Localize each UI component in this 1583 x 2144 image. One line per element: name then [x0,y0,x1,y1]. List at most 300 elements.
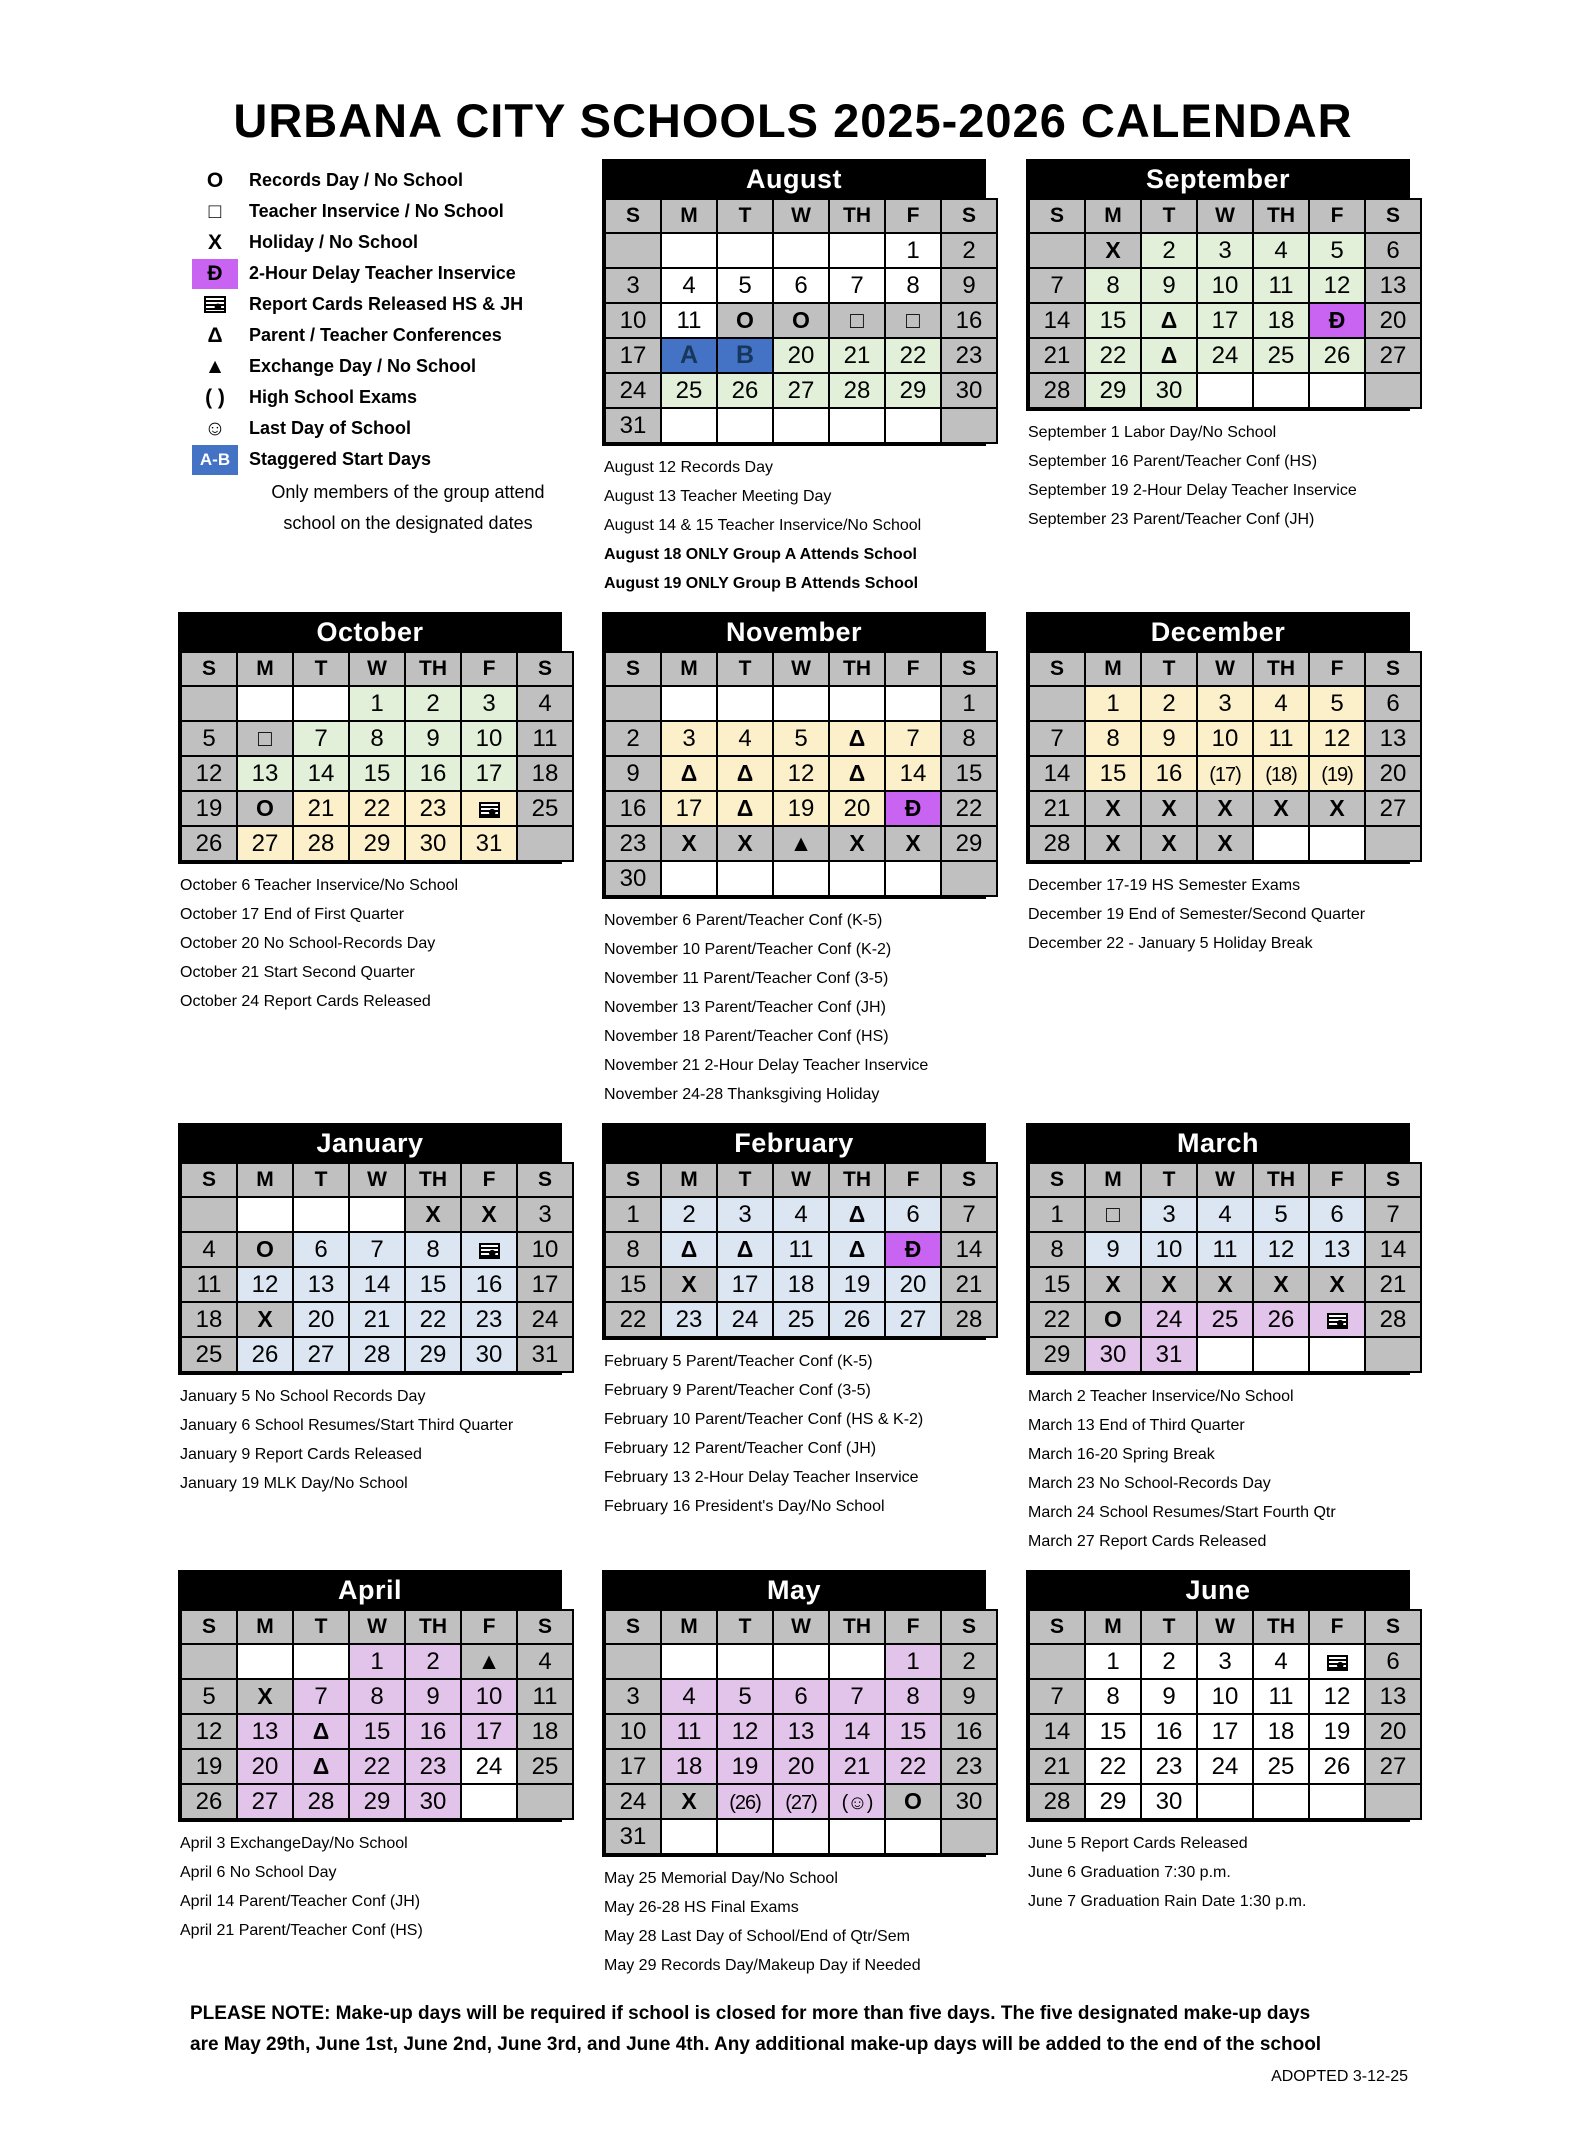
day-cell [349,1232,405,1267]
day-cell [605,1714,661,1749]
day-cell-text: 17 [731,1270,759,1298]
day-cell [517,1784,573,1819]
day-cell [941,861,997,896]
day-cell-text: 10 [619,306,647,334]
day-cell [717,1302,773,1337]
day-cell-text: Đ [904,794,922,821]
day-cell [349,686,405,721]
day-cell [349,1714,405,1749]
day-cell [661,756,717,791]
day-cell-text: (19) [1321,763,1353,786]
week-row [1029,1644,1421,1679]
day-cell-text: 14 [1379,1235,1407,1263]
month-note: December 17-19 HS Semester Exams [1028,877,1301,895]
day-cell [405,721,461,756]
day-cell-text: 20 [787,341,815,369]
month-note: April 21 Parent/Teacher Conf (HS) [180,1922,423,1940]
day-header: F [461,652,517,686]
day-cell [661,1714,717,1749]
day-cell [461,791,517,826]
day-cell [661,1267,717,1302]
day-cell-text: 9 [1162,271,1176,299]
report-card-icon [1327,1313,1348,1329]
day-cell-text: 22 [899,341,927,369]
day-cell [885,268,941,303]
day-cell-text: 3 [626,1682,640,1710]
day-cell-text: 13 [1379,271,1407,299]
day-cell-text: 14 [363,1270,391,1298]
day-cell [885,1819,941,1854]
day-cell [605,756,661,791]
week-row [181,1232,573,1267]
month-notes [178,1829,560,1945]
legend-label: Staggered Start Days [249,449,432,470]
day-cell-text: 23 [955,1752,983,1780]
day-cell-text: 8 [426,1235,440,1263]
day-cell-text: X [737,829,753,856]
month-note: March 27 Report Cards Released [1028,1533,1267,1551]
day-cell [941,233,997,268]
day-cell-text: Δ [680,1235,698,1262]
day-cell [237,1302,293,1337]
day-cell [829,1749,885,1784]
day-cell [941,1819,997,1854]
day-cell [1365,1302,1421,1337]
day-cell [661,1232,717,1267]
day-cell-text: □ [850,306,864,333]
day-cell [1029,721,1085,756]
day-cell-text: 17 [675,794,703,822]
day-cell [1085,1714,1141,1749]
calendar-page [0,96,1583,2086]
day-cell [1197,721,1253,756]
day-cell-text: X [1217,794,1233,821]
day-cell [717,756,773,791]
day-cell [237,1267,293,1302]
day-header: T [1141,1610,1197,1644]
day-cell [885,303,941,338]
day-cell [1365,303,1421,338]
day-cell-text: 11 [532,1682,558,1710]
week-row [605,861,997,896]
day-cell [1085,721,1141,756]
day-cell [1253,1644,1309,1679]
day-cell-text: 5 [202,724,216,752]
week-row [605,1197,997,1232]
day-header: T [293,652,349,686]
day-cell-text: 6 [1386,689,1400,717]
day-cell-text: 18 [1267,1717,1295,1745]
day-cell [941,1784,997,1819]
day-cell [1309,1679,1365,1714]
day-header-row [1029,1163,1421,1197]
day-header: F [461,1163,517,1197]
day-cell [405,826,461,861]
october-table [180,651,574,862]
day-cell-text: 20 [843,794,871,822]
day-cell [349,1267,405,1302]
week-row [1029,826,1421,861]
day-cell [1085,1644,1141,1679]
day-cell-text: X [1273,1270,1289,1297]
day-cell [1197,756,1253,791]
day-cell [605,686,661,721]
day-cell-text: 12 [195,1717,223,1745]
february-table [604,1162,998,1338]
day-cell [941,686,997,721]
day-cell-text: 2 [962,1647,976,1675]
month-february [602,1123,984,1521]
day-header: T [1141,652,1197,686]
month-title: December [1028,614,1408,651]
month-january [178,1123,560,1498]
day-cell [1309,721,1365,756]
month-november [602,612,984,1109]
day-cell-text: 31 [475,829,503,857]
day-cell [605,721,661,756]
day-cell-text: 25 [1267,1752,1295,1780]
day-header: F [885,1610,941,1644]
day-cell-text: 10 [1211,271,1239,299]
day-cell-text: X [905,829,921,856]
day-cell-text: 6 [906,1200,920,1228]
week-row [1029,303,1421,338]
day-cell [1029,1337,1085,1372]
day-cell [605,1784,661,1819]
legend-note [238,477,578,539]
week-row [605,233,997,268]
day-header: S [941,1610,997,1644]
day-cell-text: 6 [794,271,808,299]
day-cell [1141,756,1197,791]
day-cell-text: 24 [1155,1305,1183,1333]
day-header-row [605,199,997,233]
week-row [181,756,573,791]
day-header: S [181,1163,237,1197]
day-cell-text: 19 [843,1270,871,1298]
day-cell [405,1714,461,1749]
day-cell [461,1267,517,1302]
day-cell [829,1784,885,1819]
day-cell-text: 26 [1267,1305,1295,1333]
day-header: F [885,199,941,233]
day-header-row [1029,652,1421,686]
month-note: April 14 Parent/Teacher Conf (JH) [180,1893,421,1911]
day-cell [1197,233,1253,268]
day-cell [461,721,517,756]
day-cell [181,1784,237,1819]
day-cell-text: O [904,1787,922,1814]
day-cell-text: 27 [899,1305,927,1333]
week-row [181,686,573,721]
day-cell-text: 3 [482,689,496,717]
day-header: T [717,652,773,686]
day-cell-text: 26 [251,1340,279,1368]
day-cell [1085,1232,1141,1267]
day-cell-text: X [257,1305,273,1332]
month-title: June [1028,1572,1408,1609]
day-cell-text: 4 [682,1682,696,1710]
day-header: M [661,1163,717,1197]
day-cell [773,1679,829,1714]
day-cell-text: 14 [1043,306,1071,334]
day-cell [941,303,997,338]
day-cell [829,791,885,826]
day-header: S [1029,1163,1085,1197]
day-cell [941,1232,997,1267]
day-cell-text: 20 [787,1752,815,1780]
day-cell-text: 18 [531,759,559,787]
day-cell [1197,686,1253,721]
month-note: October 6 Teacher Inservice/No School [180,877,459,895]
day-cell [1029,1644,1085,1679]
day-cell-text: 16 [955,1717,983,1745]
may-calendar [602,1570,986,1857]
day-cell [1085,303,1141,338]
january-table [180,1162,574,1373]
day-cell [829,861,885,896]
day-header: M [1085,1610,1141,1644]
day-cell-text: 31 [531,1340,559,1368]
day-header: TH [1253,1163,1309,1197]
day-cell [461,756,517,791]
day-cell-text: 1 [626,1200,640,1228]
day-cell-text: 14 [843,1717,871,1745]
day-cell [461,1714,517,1749]
week-row [605,373,997,408]
day-cell-text: 23 [419,1752,447,1780]
day-cell-text: 19 [195,794,223,822]
day-cell-text: 18 [787,1270,815,1298]
day-cell-text: 8 [370,724,384,752]
day-cell-text: 2 [426,1647,440,1675]
day-cell [661,1197,717,1232]
day-cell-text: X [1273,794,1289,821]
legend-symbol: ( ) [205,385,225,409]
day-cell [885,1784,941,1819]
day-cell [1309,1302,1365,1337]
day-cell [293,721,349,756]
day-cell-text: 20 [1379,1717,1407,1745]
day-cell [1197,791,1253,826]
day-cell [1085,826,1141,861]
day-cell [717,233,773,268]
day-cell [461,1749,517,1784]
day-header: S [517,1163,573,1197]
day-header-row [605,652,997,686]
day-cell-text: 16 [1155,759,1183,787]
day-cell-text: 22 [419,1305,447,1333]
day-cell-text: 29 [955,829,983,857]
day-cell-text: X [1105,236,1121,263]
day-cell-text: 6 [1330,1200,1344,1228]
day-cell-text: 16 [1155,1717,1183,1745]
day-cell [293,1784,349,1819]
day-cell-text: Δ [848,724,866,751]
day-cell-text: Δ [848,1200,866,1227]
day-cell-text: 13 [251,1717,279,1745]
legend-item [178,444,560,475]
day-cell [293,791,349,826]
day-cell [1365,1197,1421,1232]
month-note: November 10 Parent/Teacher Conf (K-2) [604,941,892,959]
day-cell-text: Δ [736,794,754,821]
day-cell-text: 21 [1043,341,1071,369]
day-cell [1029,826,1085,861]
day-cell-text: 5 [1274,1200,1288,1228]
day-cell-text: 6 [1386,1647,1400,1675]
day-cell-text: 2 [626,724,640,752]
day-cell-text: 17 [619,1752,647,1780]
day-header: M [661,1610,717,1644]
day-cell-text: 15 [1043,1270,1071,1298]
day-cell [405,1644,461,1679]
day-cell [1141,373,1197,408]
day-header: T [717,1610,773,1644]
day-cell-text: (18) [1265,763,1297,786]
day-cell [1141,1337,1197,1372]
week-row [1029,1197,1421,1232]
day-cell [405,1232,461,1267]
day-cell-text: 21 [1043,1752,1071,1780]
day-cell-text: 5 [794,724,808,752]
day-cell [181,1644,237,1679]
day-cell [461,1784,517,1819]
day-cell-text: 8 [626,1235,640,1263]
day-cell [829,338,885,373]
day-cell [517,756,573,791]
week-row [1029,233,1421,268]
week-row [605,826,997,861]
day-cell [773,1784,829,1819]
day-cell-text: 11 [1212,1235,1238,1263]
day-cell-text: 3 [1162,1200,1176,1228]
week-row [1029,791,1421,826]
day-header: TH [405,1610,461,1644]
day-cell [717,686,773,721]
day-cell-text: 13 [1323,1235,1351,1263]
day-cell [605,373,661,408]
report-card-icon [479,1243,500,1259]
day-cell [1253,233,1309,268]
day-cell [605,1819,661,1854]
day-cell [1085,338,1141,373]
day-cell [1029,1232,1085,1267]
day-header: S [517,652,573,686]
day-cell-text: 23 [475,1305,503,1333]
month-note: February 10 Parent/Teacher Conf (HS & K-2) [604,1411,924,1429]
week-row [605,303,997,338]
week-row [181,1749,573,1784]
day-cell [885,756,941,791]
month-september [1026,159,1408,534]
day-cell [1029,756,1085,791]
day-cell [181,1679,237,1714]
day-cell [181,686,237,721]
december-table [1028,651,1422,862]
day-cell [1365,338,1421,373]
day-cell-text: 22 [955,794,983,822]
month-note: August 13 Teacher Meeting Day [604,488,832,506]
day-cell [181,791,237,826]
day-cell [941,268,997,303]
day-cell-text: 24 [475,1752,503,1780]
day-header: S [1029,1610,1085,1644]
day-cell-text: 19 [787,794,815,822]
day-cell-text: 28 [363,1340,391,1368]
june-calendar [1026,1570,1410,1822]
day-cell [1253,1232,1309,1267]
day-cell-text: 7 [850,271,864,299]
week-row [605,1644,997,1679]
month-note: November 11 Parent/Teacher Conf (3-5) [604,970,889,988]
day-cell-text: 28 [955,1305,983,1333]
day-cell [517,721,573,756]
day-cell [349,826,405,861]
day-cell-text: 29 [899,376,927,404]
month-notes [1026,871,1408,958]
day-header: TH [829,1610,885,1644]
month-note: December 22 - January 5 Holiday Break [1028,935,1313,953]
day-cell-text: 24 [1211,1752,1239,1780]
day-cell-text: 13 [1379,724,1407,752]
day-cell [1365,1232,1421,1267]
day-cell-text: 12 [251,1270,279,1298]
day-cell-text: 17 [531,1270,559,1298]
legend-symbol: ☺ [204,416,226,440]
day-cell-text: 19 [1323,1717,1351,1745]
day-cell [717,861,773,896]
day-cell [829,408,885,443]
day-cell [1309,1232,1365,1267]
footer-note [178,1998,1408,2060]
legend-label: Teacher Inservice / No School [249,201,504,222]
day-cell [1365,791,1421,826]
day-cell-text: X [425,1200,441,1227]
day-cell-text: 6 [794,1682,808,1710]
day-cell-text: 1 [906,236,920,264]
month-note: August 12 Records Day [604,459,773,477]
day-cell [1253,826,1309,861]
day-cell [405,1784,461,1819]
day-header: W [773,1610,829,1644]
month-note: June 5 Report Cards Released [1028,1835,1248,1853]
day-cell [1029,1784,1085,1819]
day-cell [773,826,829,861]
day-cell-text: 16 [475,1270,503,1298]
may-table [604,1609,998,1855]
day-cell-text: 7 [314,724,328,752]
day-cell [405,1749,461,1784]
day-cell-text: 23 [675,1305,703,1333]
day-cell [1365,1679,1421,1714]
month-note: February 16 President's Day/No School [604,1498,885,1516]
day-cell-text: 27 [251,829,279,857]
day-cell [1253,1784,1309,1819]
day-cell-text: 28 [1043,1787,1071,1815]
day-cell-text: 10 [531,1235,559,1263]
day-cell-text: 7 [314,1682,328,1710]
day-cell [1309,826,1365,861]
day-cell-text: X [1217,829,1233,856]
day-cell [1197,373,1253,408]
day-cell [1253,268,1309,303]
month-august [602,159,984,598]
day-cell [605,1197,661,1232]
legend-item [178,413,560,444]
day-cell [405,791,461,826]
day-cell-text: 22 [619,1305,647,1333]
